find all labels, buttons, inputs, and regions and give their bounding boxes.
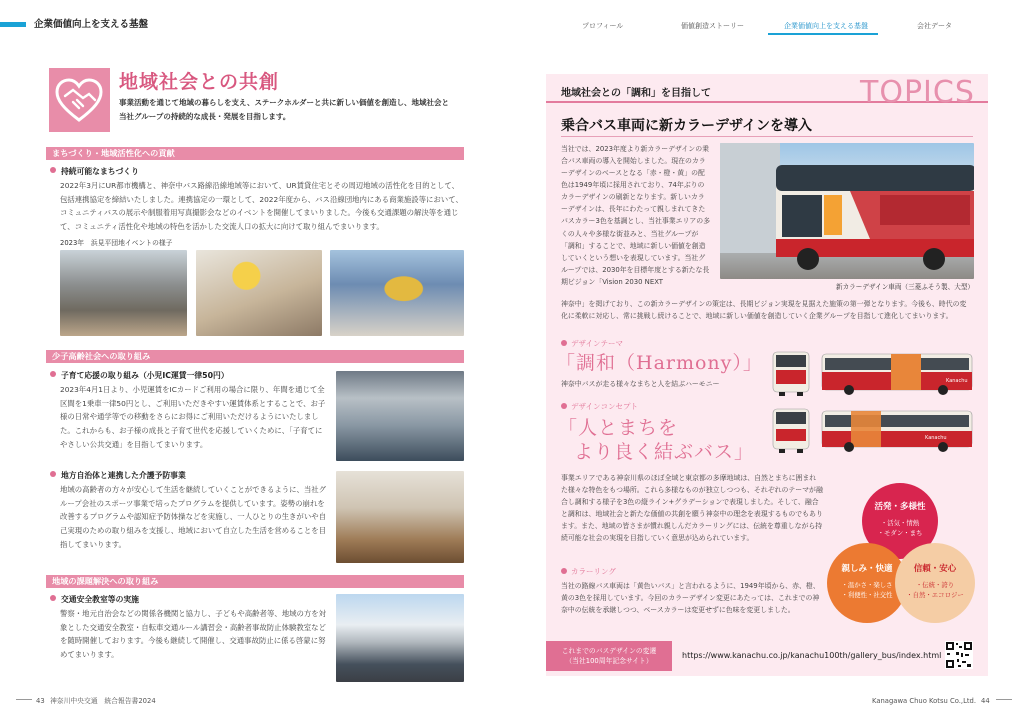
bus-front-view-1 [771,350,811,396]
item-text: 警察・地元自治会などの関係各機関と協力し、子どもや高齢者等、地域の方を対象とした交通安全教室・自転車交通ルール講習会・高齢者事故防止体験教室などを随時開催しております。今後も継続して開催し、交通事故防止に係る啓蒙に努めてまいります。 [60,609,327,660]
traffic-safety-class-photo [336,594,464,682]
nav-foundation[interactable]: 企業価値向上を支える基盤 [784,22,868,30]
bus-front-view-2 [771,407,811,453]
design-concept-label-text: デザインコンセプト [571,402,638,411]
page-title: 地域社会との共創 [119,71,280,93]
bullet-icon [50,471,56,477]
qr-code-icon[interactable] [945,641,973,669]
item-title [50,166,139,178]
item-title-text: 持続可能なまちづくり [61,167,139,176]
design-theme-subtitle: 神奈中バスが走る様々なまちと人を結ぶハーモニー [561,380,720,388]
bus-brand-2: Kanachu [925,435,947,441]
footer-page-right: 44 [981,697,990,705]
article-intro-continued: 神奈中」を掲げており、この新カラーデザインの策定は、長期ビジョン実現を見据えた施策の第一弾となります。今後も、時代の変化に柔軟に対応し、常に挑戦し続けることで、地域に新しい価値を創造していく企業グループを目指して進化してまいります。 [561,300,967,321]
article-intro: 当社では、2023年度より新カラーデザインの乗合バス車両の導入を開始しました。現在のカラーデザインのベースとなる「赤・橙・黄」の配色は1949年頃に採用されており、74年ぶりのカラーデザインの刷新となります。新しいカラーデザインは、長年にわたって親しまれてきたバスカラー3色を基調とし、当社事業エリアの多くの人々や多様な街並みと、当社グループが「調和」することで、地域に新しい価値を創造していくという想いを表現しています。当社グループでは、2030年を目標年度とする新たな長期ビジョン「Vision 2030 NEXT [561,145,711,286]
bus-design-history-box [546,641,672,671]
bullet-icon [561,403,567,409]
section-heading-aging-society: 少子高齢社会への取り組み [46,350,464,363]
design-concept-line1: 「人とまちを [558,417,679,439]
nav-profile[interactable]: プロフィール [582,22,624,30]
bullet-icon [561,340,567,346]
design-theme-label-text: デザインテーマ [571,339,623,348]
bus-brand-1: Kanachu [946,378,968,384]
circle-line: ・モダン・まち [877,528,923,537]
item-title [50,470,186,482]
circle-line: ・自然・エコロジー [906,590,964,599]
header-accent-bar [0,22,26,27]
footer-tick-left [16,699,32,700]
section-heading-local-issues: 地域の課題解決への取り組み [46,575,464,588]
circle-trust-safety [895,543,975,623]
bullet-icon [50,167,56,173]
url-box-line1: これまでのバスデザインの変遷 [561,647,657,655]
footer-report-title: 神奈川中央交通 統合報告書2024 [50,697,156,705]
item-text: 地域の高齢者の方々が安心して生活を継続していくことができるように、当社グループ会社のスポーツ事業で培ったプログラムを提供しています。姿勢の崩れを改善するプログラムや認知症予防体操などを実施し、一人ひとりの生きがいや自己実現のための取り組みを支援し、地域において自立した生活を営めることを目指してまいります。 [60,485,327,549]
circle-line: ・伝統・誇り [915,580,955,589]
footer-company-name: Kanagawa Chuo Kotsu Co.,Ltd. [872,697,977,705]
bullet-icon [50,371,56,377]
lead-text: 事業活動を通じて地域の暮らしを支え、ステークホルダーと共に新しい価値を創造し、地域社会と当社グループの持続的な成長・発展を目指します。 [119,98,449,122]
bullet-icon [561,568,567,574]
event-photo-3 [330,250,464,336]
event-photo-2 [196,250,322,336]
design-theme-title: 「調和（Harmony）」 [556,352,763,374]
circle-line: ・利便性・社交性 [841,590,893,599]
design-concept-text: 事業エリアである神奈川県のほぼ全域と東京都の多摩地域は、自然とまちに囲まれた様々な特色をもつ場所。これら多様なものが独立しつつも、それぞれのテーマが融合し調和する様子を3色の縦ライン+グラデーションで表現しました。そして、融合と調和は、地域社会と新たな価値の共創を願う神奈中の理念を表現するものでもあります。また、地域の皆さまが慣れ親しんだカラーリングには、伝統を尊重しながら持続可能な社会の実現を目指していく意思が込められています。 [561,474,823,543]
item-title [50,594,139,606]
design-theme-label [561,338,623,350]
header-section-title: 企業価値向上を支える基盤 [34,19,149,30]
circle-title: 親しみ・快適 [841,564,893,574]
bullet-icon [50,595,56,601]
item-title [50,370,229,382]
coloring-label [561,566,616,578]
bus-side-view-2 [821,407,973,453]
circle-title: 信頼・安心 [913,564,957,574]
nav-company-data[interactable]: 会社データ [917,22,952,30]
handshake-logo [49,68,110,132]
item-title-text: 交通安全教室等の実施 [61,595,139,604]
photo-caption: 2023年 浜見平団地イベントの様子 [60,239,173,247]
bus-illustration [720,143,974,279]
design-concept-line2: より良く結ぶバス」 [574,441,755,463]
event-photo-1 [60,250,187,336]
gallery-link[interactable]: https://www.kanachu.co.jp/kanachu100th/gallery_bus/index.html [682,651,942,660]
new-bus-photo [720,143,974,279]
nav-active-underline [768,33,878,35]
bus-photo-caption: 新カラーデザイン車両（三菱ふそう製、大型） [836,283,975,291]
title-divider [561,136,973,137]
footer-page-left: 43 [36,697,45,705]
design-concept-label [561,401,638,413]
item-text: 2022年3月にUR都市機構と、神奈中バス路線沿線地域等において、UR賃貸住宅とその周辺地域の活性化を目的として、包括連携協定を締結いたしました。連携協定の一環として、2022年度から、バス沿線団地内にある商業施設等において、コミュニティバスの展示や制服着用写真撮影会などのイベントを開催してまいりました。今後も交通課題の解決等を通じて、コミュニティ活性化や地域の特色を活かした交流人口の拡大に向けて取り組んでまいります。 [60,181,463,232]
item-text: 2023年4月1日より、小児運賃をICカードご利用の場合に限り、年間を通じて全区間を1乗車一律50円とし、ご利用いただきやすい運賃体系とすることで、お子様の日常や通学等での移動をさらにお得にご利用いただけるようにいたしました。これからも、お子様の成長と子育て世代を応援していくために、「子育てにやさしい公共交通」を目指してまいります。 [60,385,326,449]
circle-line: ・活気・情熱 [880,518,920,527]
item-title-text: 子育て応援の取り組み（小児IC運賃一律50円） [61,371,229,380]
handshake-icon [49,68,110,132]
item-title-text: 地方自治体と連携した介護予防事業 [61,471,186,480]
section-heading-community: まちづくり・地域活性化への貢献 [46,147,464,160]
url-box-line2: （当社100周年記念サイト） [565,657,653,666]
topics-heading: 地域社会との「調和」を目指して [561,88,711,99]
bus-side-view-1 [821,350,973,396]
exercise-class-photo [336,471,464,563]
nav-value-story[interactable]: 価値創造ストーリー [681,22,744,30]
coloring-text: 当社の路線バス車両は「黄色いバス」と言われるように、1949年頃から、赤、橙、黄の3色を採用しています。今回のカラーデザイン変更にあたっては、これまでの神奈中の伝統を承継しつつ、ベースカラーは変更せずに色味を変更しました。 [561,582,820,615]
footer-tick-right [996,699,1012,700]
topics-label: TOPICS [860,75,975,110]
article-title: 乗合バス車両に新カラーデザインを導入 [561,118,813,134]
circle-line: ・温かさ・楽しさ [841,580,893,589]
circle-title: 活発・多様性 [874,502,926,512]
coloring-label-text: カラーリング [571,567,616,576]
bus-interior-photo [336,371,464,461]
